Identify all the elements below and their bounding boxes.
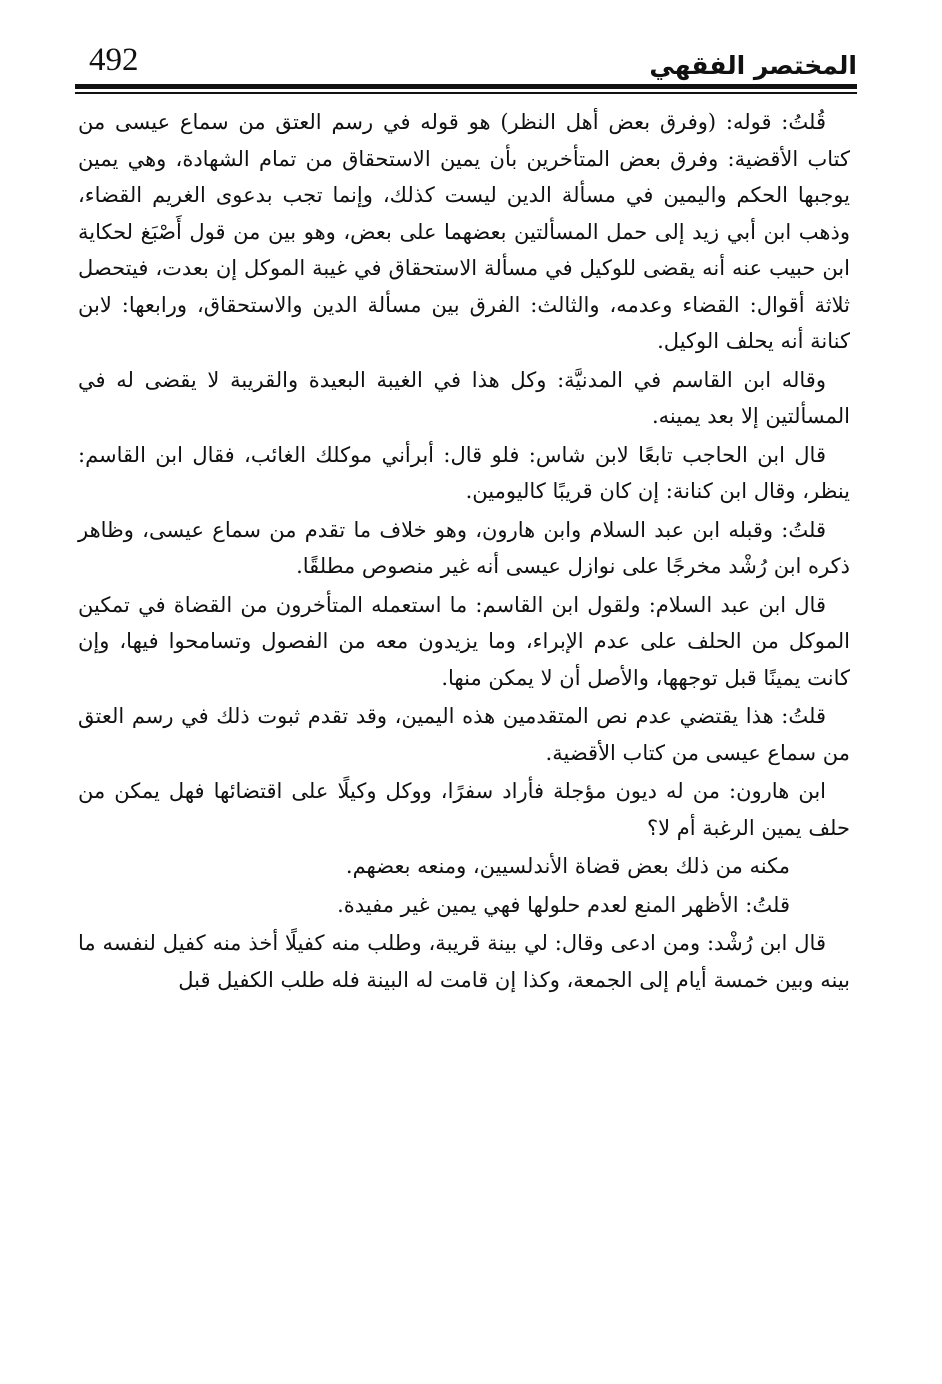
- body-text: [78, 104, 850, 1000]
- paragraph: قال ابن رُشْد: ومن ادعى وقال: لي بينة قريبة، وطلب منه كفيلًا أخذ منه كفيل لنفسه ما بينه وبين خمسة أيام إلى الجمعة، وكذا إن قامت له البينة فله طلب الكفيل قبل: [78, 931, 850, 992]
- paragraph: قلتُ: الأظهر المنع لعدم حلولها فهي يمين غير مفيدة.: [337, 892, 790, 917]
- book-title: المختصر الفقهي: [649, 51, 857, 80]
- paragraph: قلتُ: هذا يقتضي عدم نص المتقدمين هذه اليمين، وقد تقدم ثبوت ذلك في رسم العتق من سماع عيسى من كتاب الأقضية.: [78, 704, 850, 765]
- header-rule-thick: [75, 84, 857, 89]
- paragraph: قُلتُ: قوله: (وفرق بعض أهل النظر) هو قوله في رسم العتق من سماع عيسى من كتاب الأقضية: وفرق بعض المتأخرين بأن يمين الاستحقاق من تمام الشهادة، وهي يمين يوجبها الحكم واليمين في مسألة الدين ليست كذلك، وإنما تجب بدعوى الغريم القضاء، وذهب ابن أبي زيد إلى حمل المسألتين بعضهما على بعض، وهو بين من قول أَصْبَغ لحكاية ابن حبيب عنه أنه يقضى للوكيل في مسألة الاستحقاق في غيبة الموكل إن بعدت، فيتحصل ثلاثة أقوال: القضاء وعدمه، والثالث: الفرق بين مسألة الدين والاستحقاق، ورابعها: لابن كنانة أنه يحلف الوكيل.: [78, 110, 850, 353]
- paragraph: قال ابن عبد السلام: ولقول ابن القاسم: ما استعمله المتأخرون من القضاة في تمكين الموكل من الحلف على عدم الإبراء، وما يزيدون معه من الفصول وتسامحوا فيها، وإن كانت يمينًا قبل توجهها، والأصل أن لا يمكن منها.: [78, 592, 850, 690]
- page-number: 492: [89, 42, 139, 78]
- paragraph: قلتُ: وقبله ابن عبد السلام وابن هارون، وهو خلاف ما تقدم من سماع عيسى، وظاهر ذكره ابن رُشْد مخرجًا على نوازل عيسى أنه غير منصوص مطلقًا.: [78, 517, 850, 578]
- paragraph: قال ابن الحاجب تابعًا لابن شاس: فلو قال: أبرأني موكلك الغائب، فقال ابن القاسم: ينظر، وقال ابن كنانة: إن كان قريبًا كاليومين.: [78, 442, 850, 503]
- paragraph: ابن هارون: من له ديون مؤجلة فأراد سفرًا، ووكل وكيلًا على اقتضائها فهل يمكن من حلف يمين الرغبة أم لا؟: [78, 779, 850, 840]
- header-rule-thin: [75, 92, 857, 94]
- paragraph: وقاله ابن القاسم في المدنيَّة: وكل هذا في الغيبة البعيدة والقريبة لا يقضى له في المسألتين إلا بعد يمينه.: [78, 367, 850, 428]
- paragraph: مكنه من ذلك بعض قضاة الأندلسيين، ومنعه بعضهم.: [345, 854, 790, 878]
